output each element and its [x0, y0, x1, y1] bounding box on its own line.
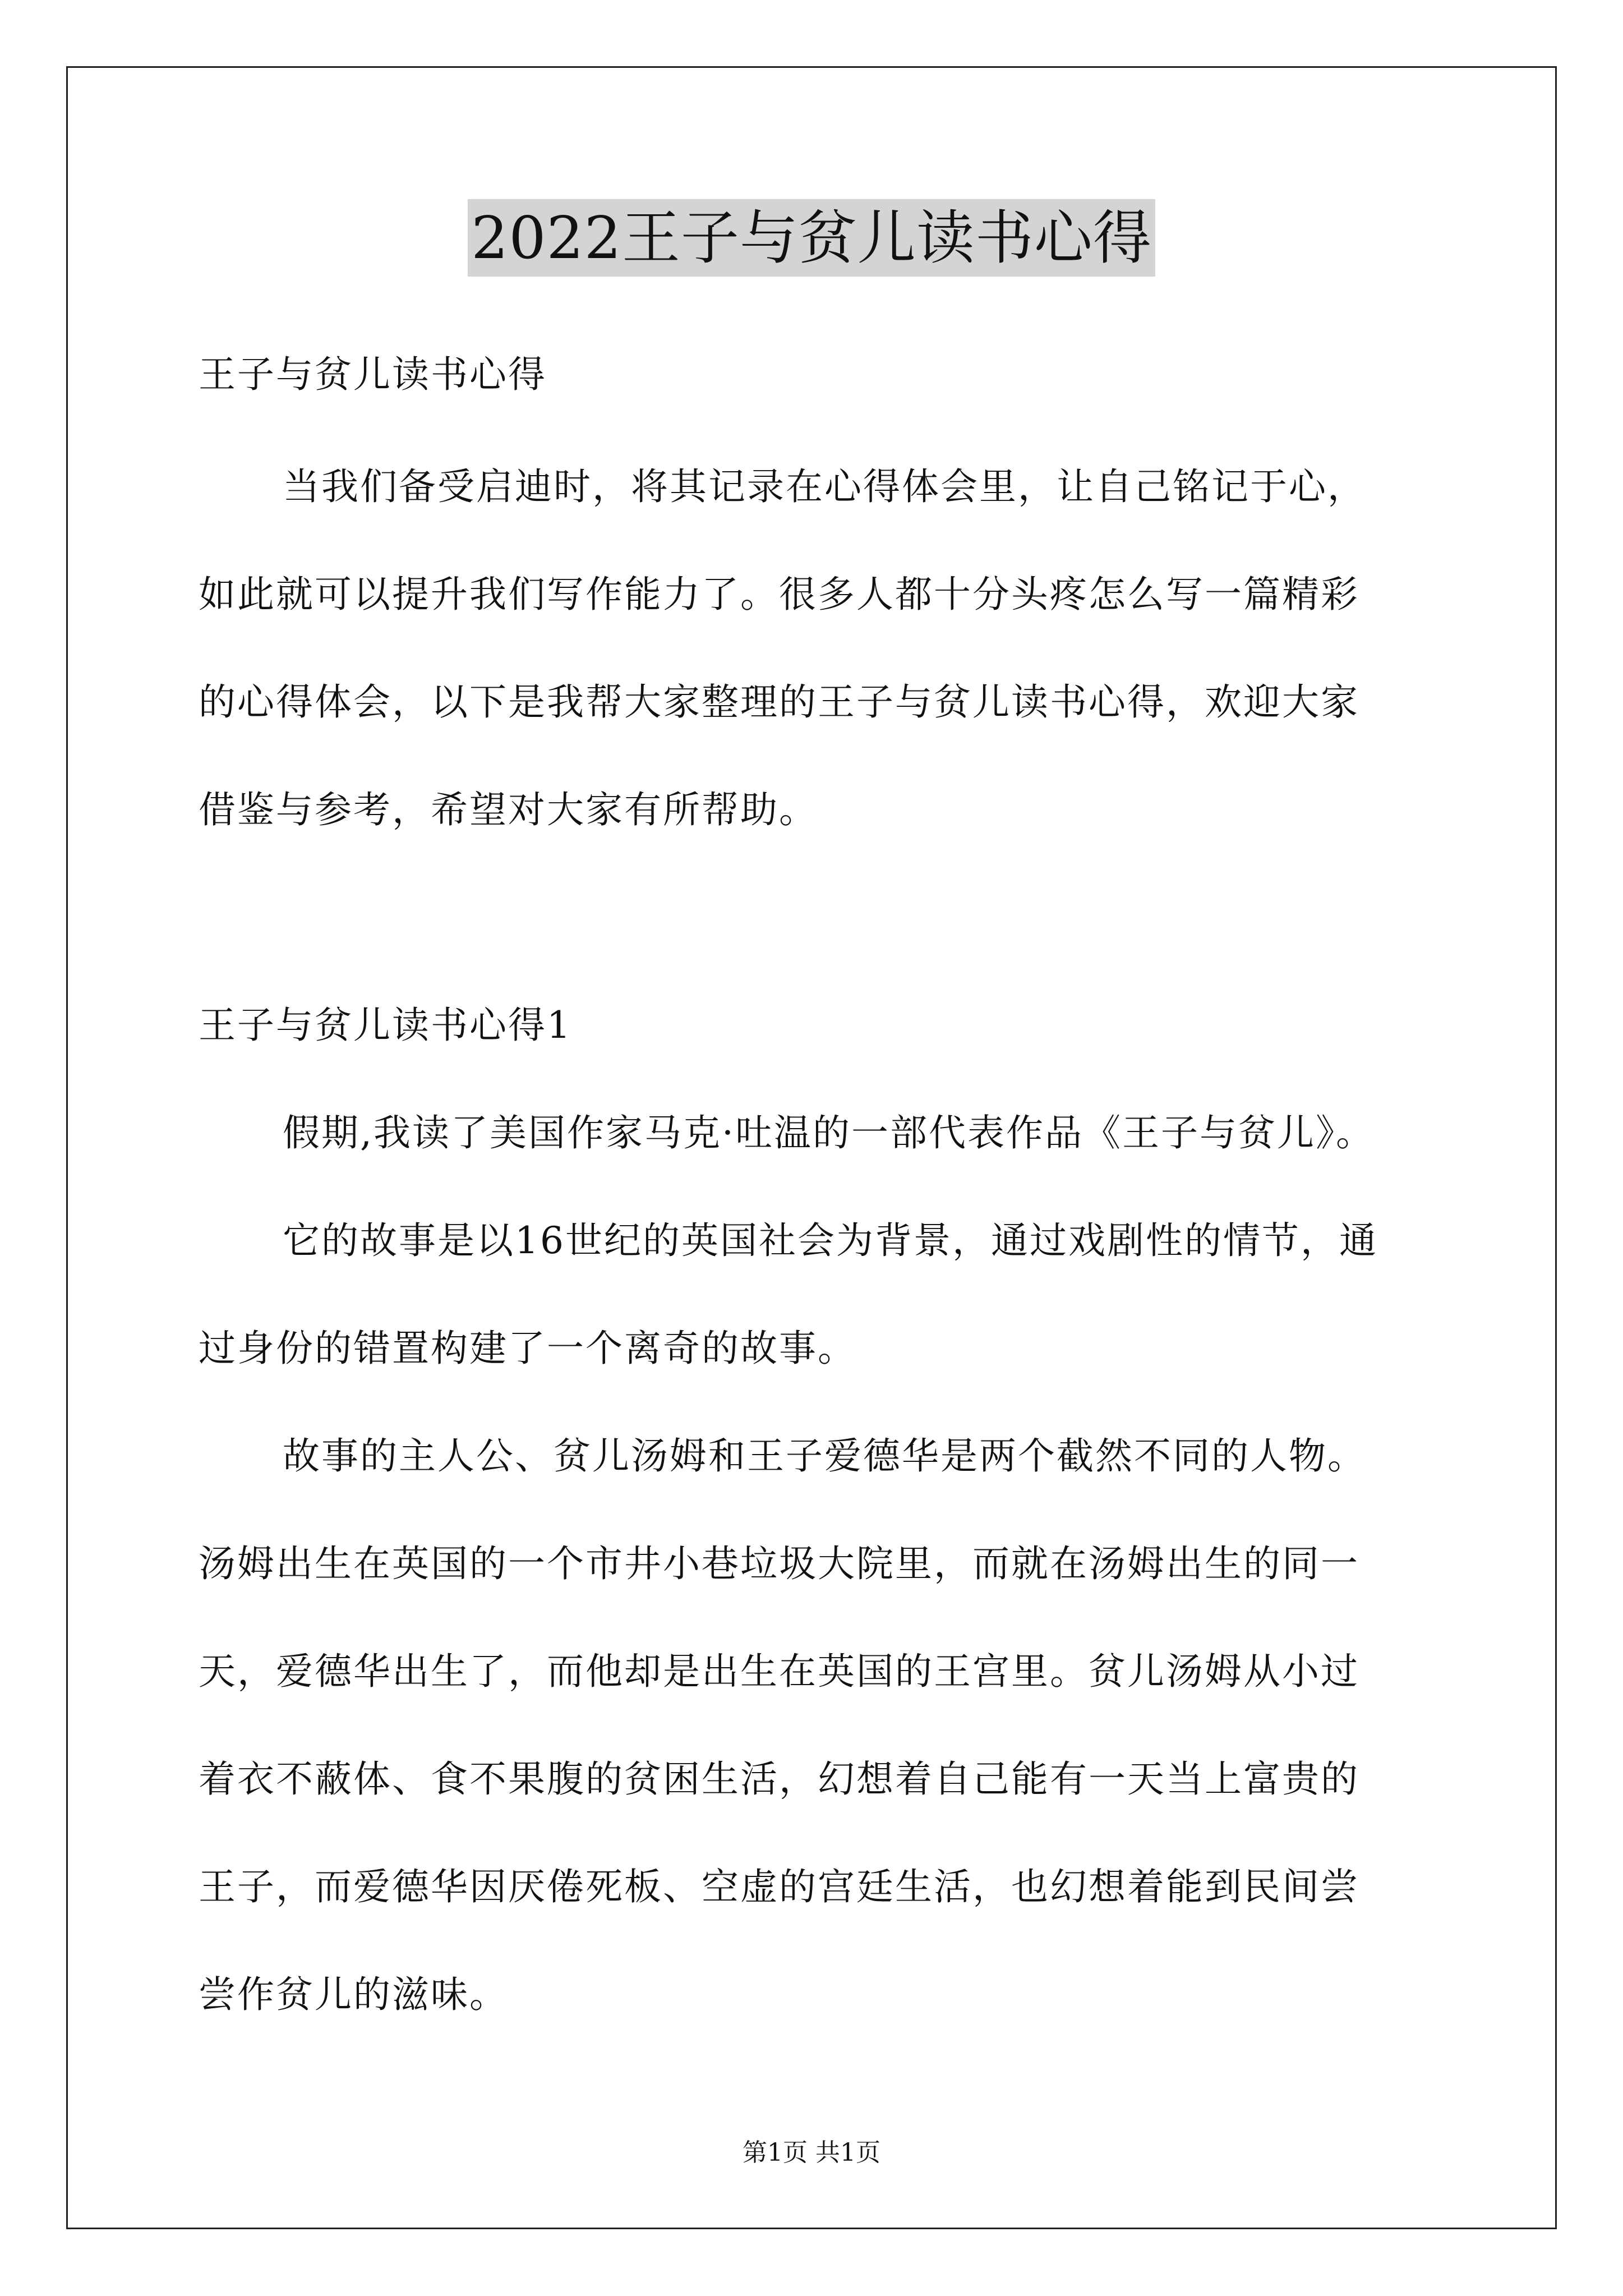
paragraph-line: 假期,我读了美国作家马克·吐温的一部代表作品《王子与贫儿》。 — [283, 1111, 1375, 1154]
paragraph-line: 借鉴与参考，希望对大家有所帮助。 — [199, 788, 818, 831]
paragraph-line: 如此就可以提升我们写作能力了。很多人都十分头疼怎么写一篇精彩 — [199, 573, 1359, 616]
paragraph-line: 的心得体会，以下是我帮大家整理的王子与贫儿读书心得，欢迎大家 — [199, 680, 1359, 724]
paragraph-line: 王子，而爱德华因厌倦死板、空虚的宫廷生活，也幻想着能到民间尝 — [199, 1865, 1359, 1908]
paragraph-line: 着衣不蔽体、食不果腹的贫困生活，幻想着自己能有一天当上富贵的 — [199, 1757, 1359, 1801]
paragraph-line: 汤姆出生在英国的一个市井小巷垃圾大院里，而就在汤姆出生的同一 — [199, 1542, 1359, 1585]
document-title: 2022王子与贫儿读书心得 — [468, 199, 1155, 277]
paragraph-line: 当我们备受启迪时，将其记录在心得体会里，让自己铭记于心， — [283, 465, 1366, 508]
title-container — [0, 199, 1623, 277]
intro-heading: 王子与贫儿读书心得 — [199, 353, 547, 396]
paragraph-line: 故事的主人公、贫儿汤姆和王子爱德华是两个截然不同的人物。 — [283, 1434, 1366, 1478]
paragraph-line: 天，爱德华出生了，而他却是出生在英国的王宫里。贫儿汤姆从小过 — [199, 1650, 1359, 1693]
paragraph-line: 过身份的错置构建了一个离奇的故事。 — [199, 1327, 856, 1370]
paragraph-line: 尝作贫儿的滋味。 — [199, 1973, 508, 2016]
paragraph-line: 它的故事是以16世纪的英国社会为背景，通过戏剧性的情节，通 — [283, 1219, 1378, 1262]
section-heading: 王子与贫儿读书心得1 — [199, 1004, 572, 1047]
page-number-footer: 第1页 共1页 — [743, 2138, 880, 2167]
